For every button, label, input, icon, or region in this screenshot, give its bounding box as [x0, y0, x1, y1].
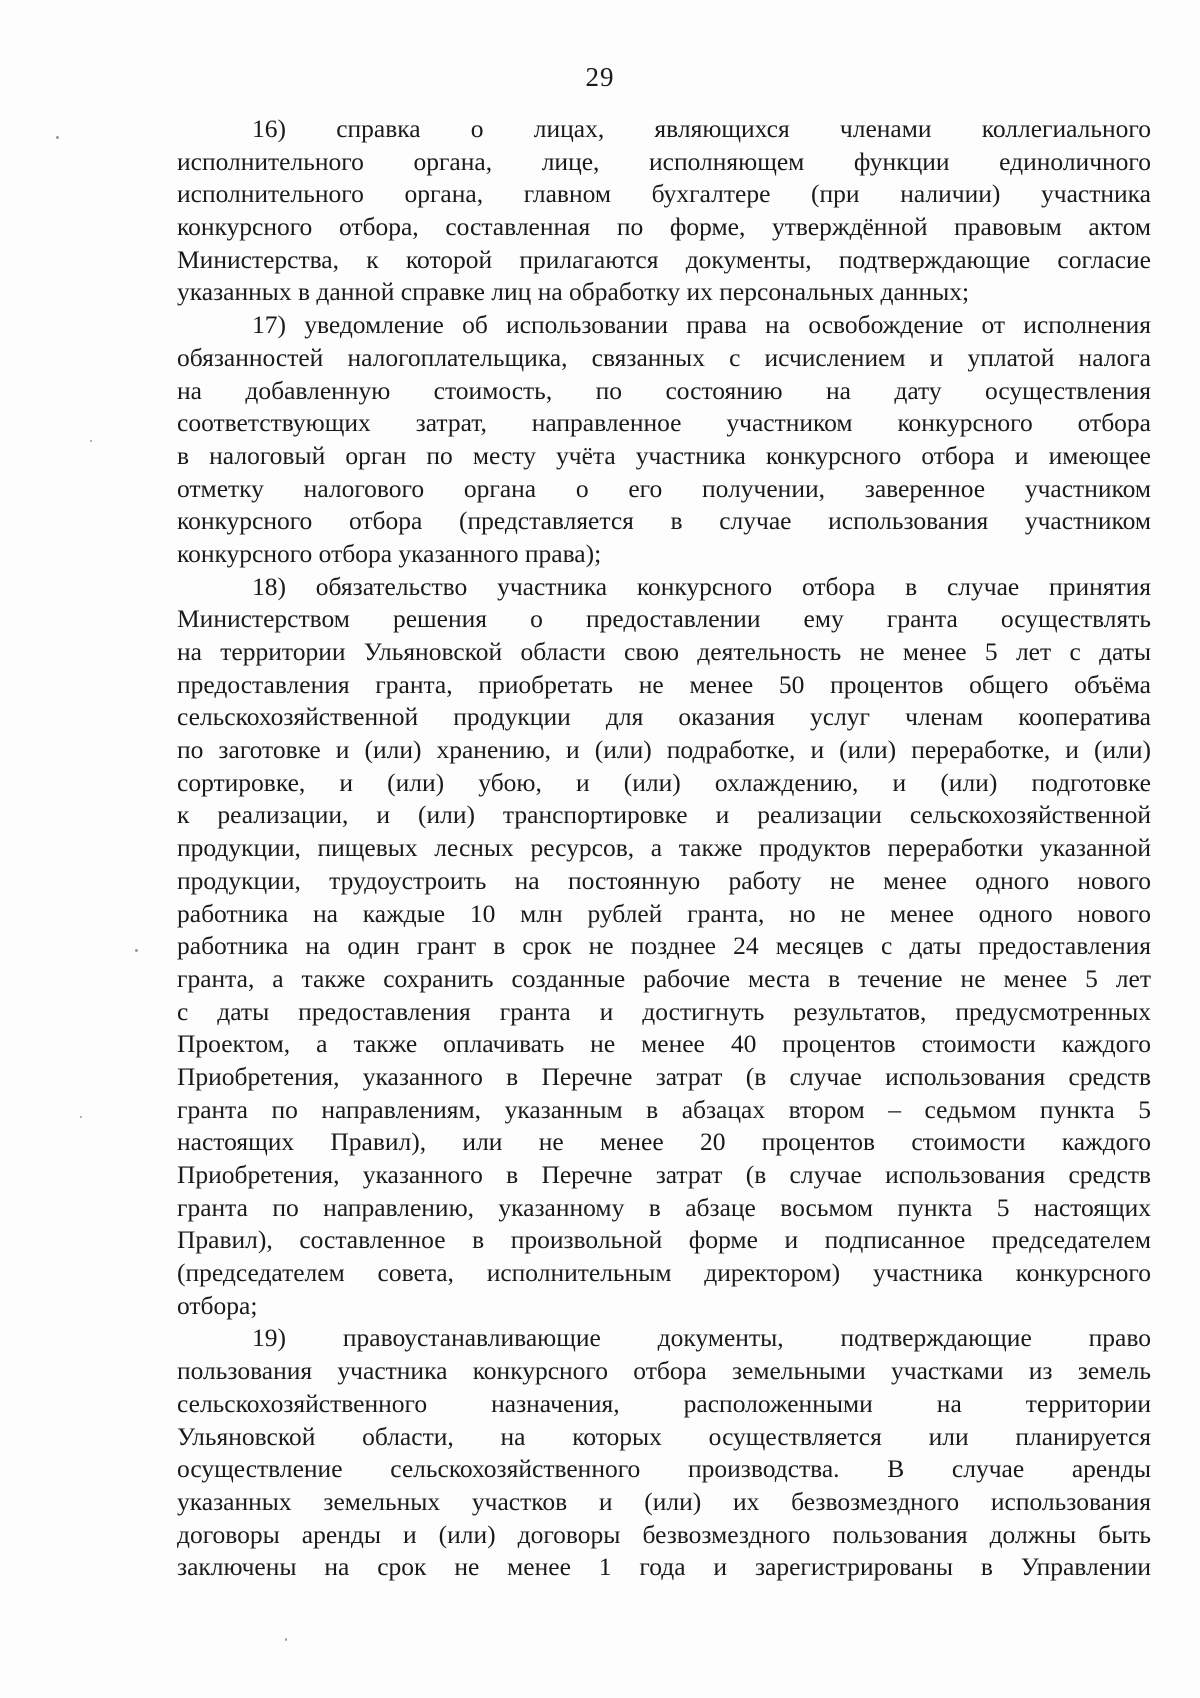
- text-line: Проектом, а также оплачивать не менее 40 процентов стоимости каждого: [177, 1029, 1151, 1059]
- text-line: исполнительного органа, лице, исполняющем функции единоличного: [177, 146, 1151, 176]
- text-line: заключены на срок не менее 1 года и зарегистрированы в Управлении: [177, 1552, 1151, 1582]
- text-line: гранта, а также сохранить созданные рабочие места в течение не менее 5 лет: [177, 963, 1151, 993]
- text-line: 19) правоустанавливающие документы, подтверждающие право: [252, 1323, 1151, 1353]
- text-line: настоящих Правил), или не менее 20 процентов стоимости каждого: [177, 1127, 1151, 1157]
- text-line: договоры аренды и (или) договоры безвозмездного пользования должны быть: [177, 1519, 1151, 1549]
- document-body: [177, 113, 1151, 1584]
- text-line: по заготовке и (или) хранению, и (или) подработке, и (или) переработке, и (или): [177, 735, 1151, 765]
- text-line: соответствующих затрат, направленное участником конкурсного отбора: [177, 408, 1151, 438]
- text-line: отбора;: [177, 1290, 258, 1320]
- text-line: Приобретения, указанного в Перечне затрат (в случае использования средств: [177, 1061, 1151, 1091]
- text-line: 18) обязательство участника конкурсного отбора в случае принятия: [252, 571, 1151, 601]
- text-line: на территории Ульяновской области свою деятельность не менее 5 лет с даты: [177, 637, 1151, 666]
- text-line: предоставления гранта, приобретать не менее 50 процентов общего объёма: [177, 669, 1151, 699]
- text-line: гранта по направлению, указанному в абзаце восьмом пункта 5 настоящих: [177, 1192, 1151, 1222]
- text-line: Ульяновской области, на которых осуществляется или планируется: [177, 1421, 1151, 1451]
- paragraph-17: [177, 309, 1151, 571]
- text-line: к реализации, и (или) транспортировке и реализации сельскохозяйственной: [177, 800, 1151, 830]
- text-line: работника на каждые 10 млн рублей гранта, но не менее одного нового: [177, 898, 1151, 928]
- scan-speck: [135, 949, 138, 952]
- text-line: (председателем совета, исполнительным директором) участника конкурсного: [177, 1258, 1151, 1288]
- text-line: на добавленную стоимость, по состоянию на дату осуществления: [177, 375, 1151, 405]
- scan-speck: [90, 440, 92, 442]
- text-line: конкурсного отбора, составленная по форме, утверждённой правовым актом: [177, 212, 1151, 242]
- text-line: Приобретения, указанного в Перечне затрат (в случае использования средств: [177, 1160, 1151, 1189]
- text-line: в налоговый орган по месту учёта участника конкурсного отбора и имеющее: [177, 440, 1151, 470]
- text-line: сельскохозяйственного назначения, расположенными на территории: [177, 1388, 1151, 1418]
- text-line: Министерства, к которой прилагаются документы, подтверждающие согласие: [177, 244, 1151, 274]
- paragraph-16: [177, 113, 1151, 309]
- text-line: 16) справка о лицах, являющихся членами коллегиального: [252, 114, 1151, 143]
- text-line: работника на один грант в срок не позднее 24 месяцев с даты предоставления: [177, 931, 1151, 961]
- text-line: указанных в данной справке лиц на обработку их персональных данных;: [177, 277, 970, 307]
- text-line: сортировке, и (или) убою, и (или) охлаждению, и (или) подготовке: [177, 767, 1151, 797]
- paragraph-19: [177, 1322, 1151, 1584]
- scan-speck: [56, 136, 59, 139]
- text-line: отметку налогового органа о его получении, заверенное участником: [177, 473, 1151, 503]
- text-line: продукции, трудоустроить на постоянную работу не менее одного нового: [177, 865, 1151, 895]
- text-line: Правил), составленное в произвольной форме и подписанное председателем: [177, 1225, 1151, 1255]
- page-number: 29: [585, 62, 615, 92]
- text-line: осуществление сельскохозяйственного производства. В случае аренды: [177, 1454, 1151, 1484]
- text-line: продукции, пищевых лесных ресурсов, а также продуктов переработки указанной: [177, 833, 1151, 863]
- scan-speck: [80, 1116, 82, 1118]
- text-line: сельскохозяйственной продукции для оказания услуг членам кооператива: [177, 702, 1151, 732]
- text-line: с даты предоставления гранта и достигнуть результатов, предусмотренных: [177, 996, 1151, 1026]
- text-line: конкурсного отбора (представляется в случае использования участником: [177, 506, 1151, 536]
- text-line: исполнительного органа, главном бухгалтере (при наличии) участника: [177, 179, 1151, 209]
- text-line: обязанностей налогоплательщика, связанных с исчислением и уплатой налога: [177, 342, 1151, 372]
- text-line: указанных земельных участков и (или) их безвозмездного использования: [177, 1486, 1151, 1516]
- text-line: Министерством решения о предоставлении ему гранта осуществлять: [177, 604, 1151, 634]
- text-line: 17) уведомление об использовании права на освобождение от исполнения: [252, 310, 1151, 340]
- paragraph-18: [177, 571, 1151, 1323]
- text-line: пользования участника конкурсного отбора земельными участками из земель: [177, 1356, 1151, 1386]
- scan-speck: [285, 1638, 287, 1641]
- text-line: гранта по направлениям, указанным в абзацах втором – седьмом пункта 5: [177, 1094, 1151, 1124]
- text-line: конкурсного отбора указанного права);: [177, 538, 602, 568]
